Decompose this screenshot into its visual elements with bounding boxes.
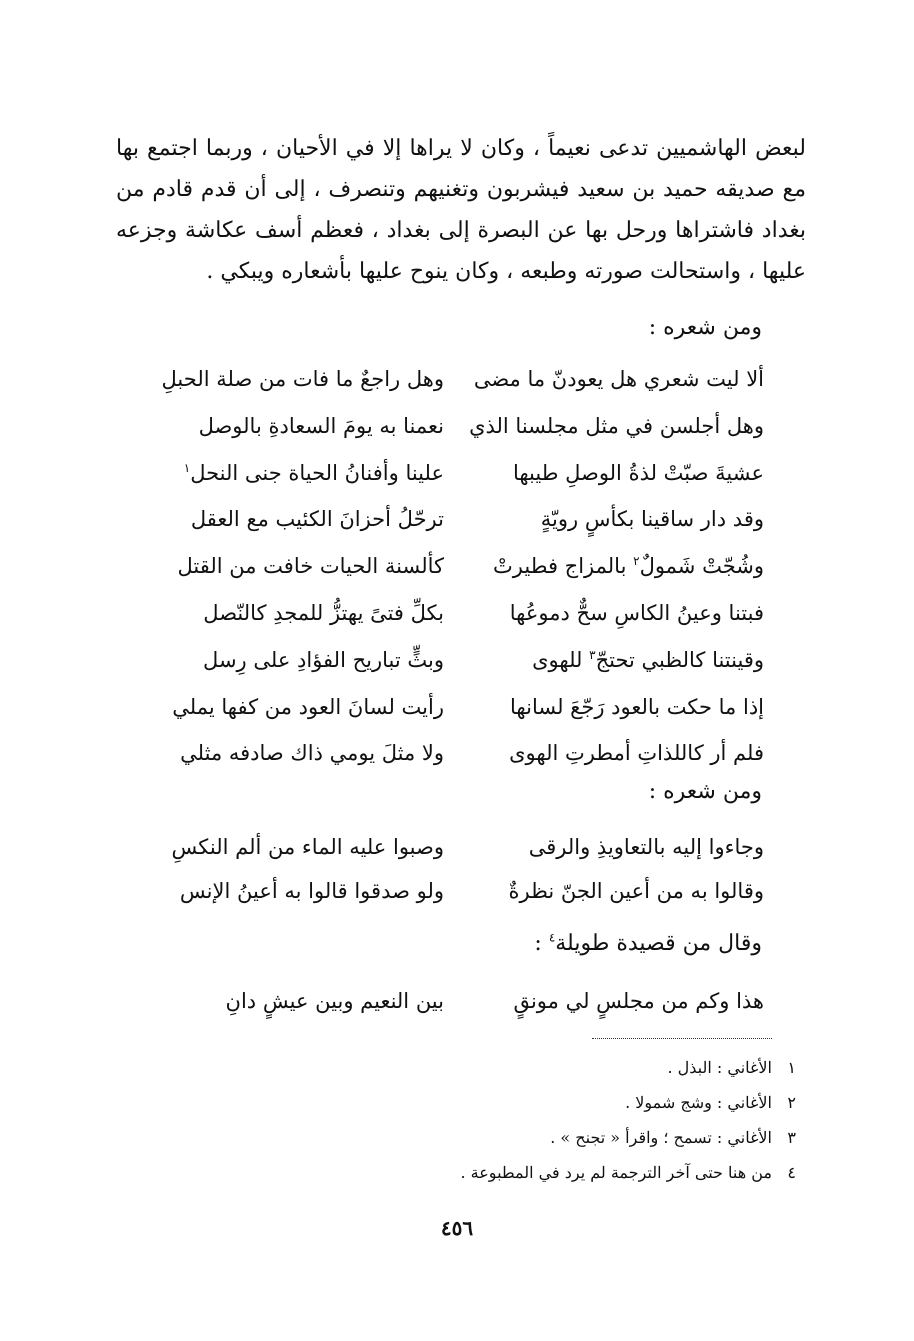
verse-second-hemistich: ولا مثلَ يومي ذاك صادفه مثلي [180,741,444,766]
verse-first-hemistich: هذا وكم من مجلسٍ لي مونقٍ [513,989,764,1013]
verse-line [144,643,764,690]
footnote-marker: ١ [183,460,191,475]
section-heading [534,928,762,960]
verse-line [144,409,764,456]
footnote-number: ١ [787,1058,796,1077]
section-heading: ومن شعره : [648,315,762,340]
verse-first-hemistich [464,643,764,677]
verse-first-hemistich: فلم أر كاللذاتِ أمطرتِ الهوى [509,741,764,766]
verse-first-hemistich [464,549,764,583]
verse-second-hemistich: ولو صدقوا قالوا به أعينُ الإنس [179,879,444,903]
prose-line: واستحالت صورته وطبعه ، وكان ينوح عليها بأشعاره ويبكي . [206,259,741,284]
verse-first-hemistich: ألا ليت شعري هل يعودنّ ما مضى [473,367,764,391]
verse-second-hemistich: كألسنة الحيات خافت من القتل [177,554,444,579]
verse-line [144,362,764,409]
verse-line [144,502,764,549]
footnote-item [461,1050,797,1085]
footnote-marker: ٣ [589,647,596,662]
verse-line [144,690,764,737]
hemistich-text: بالمزاج فطيرتْ [493,554,634,579]
footnote-marker: ٢ [633,554,640,569]
prose-line: فاشتراها ورحل بها عن البصرة إلى بغداد ، فعظم أسف عكاشة وجزعه عليها ، [116,218,806,284]
heading-text: وقال من قصيدة طويلة [555,931,762,956]
verse-line [144,549,764,596]
verse-line [144,456,764,503]
footnote-number: ٢ [787,1093,796,1112]
verse-first-hemistich: إذا ما حكت بالعود رَجّعَ لسانها [510,694,764,719]
verse-line [144,874,764,918]
page-number: ٤٥٦ [440,1216,474,1240]
footnote-item [461,1155,797,1190]
hemistich-text: علينا وأفنانُ الحياة جنى النحل [190,460,444,485]
verse-second-hemistich: وصبوا عليه الماء من ألم النكسِ [171,835,444,859]
verse-first-hemistich: وجاءوا إليه بالتعاويذِ والرقى [528,835,764,859]
verse-second-hemistich: ترحّلُ أحزانَ الكئيب مع العقل [190,507,444,532]
verse-second-hemistich: وبثٍّ تباريح الفؤادِ على رِسل [203,647,444,672]
hemistich-text: للهوى [532,647,590,672]
footnotes [461,1050,797,1190]
verse-first-hemistich: عشيةَ صبّتْ لذةُ الوصلِ طيبها [512,460,764,485]
footnote-item [461,1085,797,1120]
hemistich-text: وشُجّتْ شَمولٌ [639,554,764,579]
footnote-item [461,1120,797,1155]
verse-line [144,596,764,643]
heading-text: : [534,931,549,956]
footnote-text: الأغاني : وشج شمولا . [625,1093,772,1112]
footnote-text: من هنا حتى آخر الترجمة لم يرد في المطبوعة . [460,1163,772,1182]
verse-line [144,984,764,1031]
verse-first-hemistich: وقالوا به من أعين الجنّ نظرةٌ [508,879,764,903]
verse-second-hemistich: وهل راجعٌ ما فات من صلة الحبلِ [161,367,444,391]
verse-first-hemistich: وهل أجلسن في مثل مجلسنا الذي [469,413,764,438]
verse-second-hemistich [144,456,444,490]
verse-second-hemistich: بين النعيم وبين عيشٍ دانِ [225,989,444,1013]
footnote-number: ٣ [787,1128,796,1147]
poem-block [144,362,764,783]
prose-line: صديقه حميد بن سعيد فيشربون وتغنيهم وتنصرف ، إلى أن قدم قادم من بغداد [116,177,806,243]
footnote-divider [592,1038,772,1039]
verse-second-hemistich: نعمنا به يومَ السعادةِ بالوصل [198,413,444,438]
verse-second-hemistich: رأيت لسانَ العود من كفها يملي [172,694,444,719]
verse-line [144,830,764,874]
footnote-text: الأغاني : تسمح ؛ واقرأ « تجنح » . [550,1128,772,1147]
poem-block [144,984,764,1031]
verse-first-hemistich: فبتنا وعينُ الكاسِ سحٌّ دموعُها [509,600,764,625]
verse-second-hemistich: بكلِّ فتىً يهتزُّ للمجدِ كالنّصل [203,600,444,625]
hemistich-text: وقينتنا كالظبي تحتجّ [595,647,764,672]
poem-block [144,830,764,918]
footnote-marker: ٤ [548,930,556,945]
footnote-number: ٤ [787,1163,796,1182]
footnote-text: الأغاني : البذل . [667,1058,772,1077]
section-heading: ومن شعره : [648,779,762,804]
prose-line: لبعض الهاشميين تدعى نعيماً ، وكان لا يراها إلا في الأحيان ، وربما اجتمع بها مع [116,136,806,202]
verse-first-hemistich: وقد دار ساقينا بكأسٍ رويّةٍ [540,507,764,532]
prose-paragraph [116,128,806,292]
